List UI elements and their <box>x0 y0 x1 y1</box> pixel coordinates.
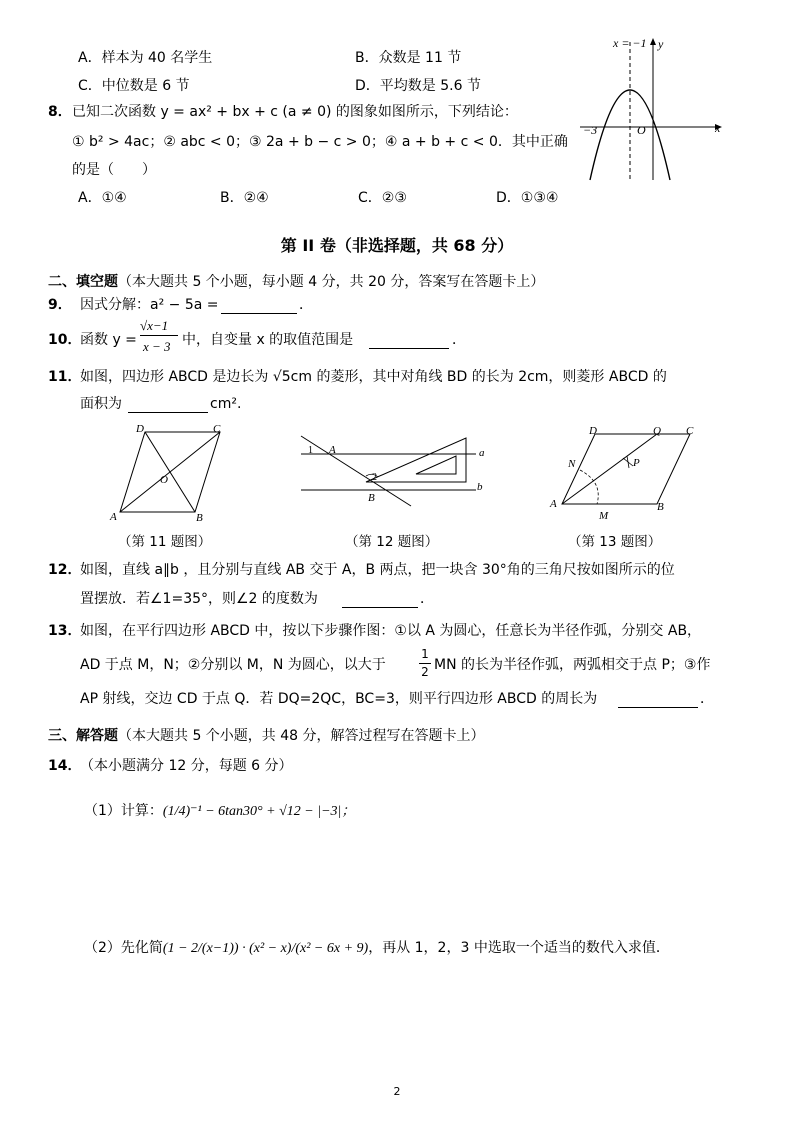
f12-angle-1: 1 <box>308 445 313 456</box>
figure-13-caption: （第 13 题图） <box>568 534 662 550</box>
f12-line-a: a <box>479 447 485 459</box>
q13-line1: 如图，在平行四边形 ABCD 中，按以下步骤作图：①以 A 为圆心，任意长为半径作弧，分别交 AB， <box>80 623 702 639</box>
q10-pre: 函数 y = <box>80 332 137 348</box>
q9-text: 因式分解：a² − 5a = <box>80 297 219 313</box>
q13-line3-pre: AP 射线，交边 CD 于点 Q．若 DQ=2QC，BC=3，则平行四边形 ABCD 的周长为 <box>80 691 598 707</box>
q11-line2-post: cm². <box>210 396 242 412</box>
q12-end: ． <box>420 591 434 607</box>
f13-label-m: M <box>599 510 609 522</box>
q12-number: 12． <box>48 562 82 578</box>
q14-part2-expression: (1 − 2/(x−1)) · (x² − x)/(x² − 6x + 9) <box>162 941 369 956</box>
q8-stem-line1: 已知二次函数 y = ax² + bx + c (a ≠ 0) 的图象如图所示，下列结论： <box>72 104 518 120</box>
f12-label-b-point: B <box>368 492 375 504</box>
q11-line1: 如图，四边形 ABCD 是边长为 √5cm 的菱形，其中对角线 BD 的长为 2cm，则菱形 ABCD 的 <box>80 369 667 385</box>
q12-line2-pre: 置摆放．若∠1=35°，则∠2 的度数为 <box>80 591 318 607</box>
q13-number: 13． <box>48 623 82 639</box>
q13-frac-den: 2 <box>421 665 429 679</box>
q13-answer-blank[interactable] <box>618 707 698 708</box>
neg-three-label: −3 <box>583 123 598 137</box>
q14-number: 14． <box>48 758 82 774</box>
q8-option-d: D．①③④ <box>496 190 559 206</box>
q8-stem-line2: ① b² > 4ac；② abc < 0；③ 2a + b − c > 0；④ a + b + c < 0．其中正确 <box>72 134 568 150</box>
q10-answer-blank[interactable] <box>369 348 449 349</box>
f13-label-q: Q <box>653 425 661 437</box>
q10-numerator: √x−1 <box>140 318 169 333</box>
q8-option-c: C．②③ <box>358 190 407 206</box>
f11-label-a: A <box>110 511 117 523</box>
q14-part1-label: （1）计算： <box>84 803 163 819</box>
q14-note: （本小题满分 12 分，每题 6 分） <box>80 758 293 774</box>
f11-label-c: C <box>213 423 221 435</box>
figure-13-parallelogram <box>545 422 705 522</box>
x-axis-label: x <box>715 121 721 135</box>
page-number: 2 <box>393 1085 401 1098</box>
figure-11-rhombus <box>100 420 240 525</box>
figure-11-caption: （第 11 题图） <box>118 534 212 550</box>
f13-label-c: C <box>686 425 694 437</box>
section-title: 第 II 卷（非选择题，共 68 分） <box>280 236 514 255</box>
q13-frac-bar <box>419 663 431 664</box>
symmetry-axis-label: x = −1 <box>613 36 647 50</box>
q9-answer-blank[interactable] <box>221 313 297 314</box>
q9-number: 9． <box>48 297 72 313</box>
q14-part1-expression: (1/4)⁻¹ − 6tan30° + √12 − |−3|； <box>162 804 356 819</box>
f13-label-a: A <box>550 498 557 510</box>
q7-option-b: B．众数是 11 节 <box>355 50 462 66</box>
q10-post: 中，自变量 x 的取值范围是 <box>182 332 354 348</box>
f13-label-d: D <box>589 425 597 437</box>
fill-section-heading <box>48 274 544 291</box>
q13-frac-num: 1 <box>421 647 429 661</box>
f12-line-b: b <box>477 481 483 493</box>
solve-note: （本大题共 5 个小题，共 48 分，解答过程写在答题卡上） <box>118 728 485 744</box>
q11-answer-blank[interactable] <box>128 412 208 413</box>
q14-part2 <box>84 940 670 958</box>
f11-label-b: B <box>196 512 203 524</box>
q12-line1: 如图，直线 a∥b ，且分别与直线 AB 交于 A，B 两点，把一块含 30°角的三角尺按如图所示的位 <box>80 562 675 578</box>
q9-end: ． <box>299 297 313 313</box>
q14-part2-label: （2）先化简 <box>84 940 163 956</box>
q8-stem-line3: 的是（ ） <box>72 162 156 178</box>
q7-option-c: C．中位数是 6 节 <box>78 78 190 94</box>
q13-line2-pre: AD 于点 M，N；②分别以 M，N 为圆心，以大于 <box>80 657 386 673</box>
solve-heading: 三、解答题 <box>48 728 118 744</box>
solve-section-heading <box>48 728 485 745</box>
f11-label-d: D <box>136 423 144 435</box>
q10-number: 10． <box>48 332 82 348</box>
figure-12-parallel-lines <box>296 428 496 508</box>
q10-fraction-bar <box>140 335 178 336</box>
q8-option-b: B．②④ <box>220 190 269 206</box>
fill-heading: 二、填空题 <box>48 274 118 290</box>
q8-number: 8． <box>48 104 72 120</box>
q7-option-a: A．样本为 40 名学生 <box>78 50 213 66</box>
q14-part1 <box>84 803 355 821</box>
f13-label-p: P <box>633 457 640 469</box>
parabola-graph <box>575 30 735 185</box>
q10-denominator: x − 3 <box>143 339 171 354</box>
q13-end: ． <box>700 691 714 707</box>
fill-note: （本大题共 5 个小题，每小题 4 分，共 20 分，答案写在答题卡上） <box>118 274 545 290</box>
q14-part2-post: ，再从 1，2，3 中选取一个适当的数代入求值． <box>368 940 670 956</box>
y-axis-label: y <box>658 37 664 51</box>
f12-label-a-point: A <box>329 444 336 456</box>
q12-answer-blank[interactable] <box>342 607 418 608</box>
origin-label: O <box>637 123 646 137</box>
figure-12-caption: （第 12 题图） <box>345 534 439 550</box>
q7-option-d: D．平均数是 5.6 节 <box>355 78 481 94</box>
q10-end: ． <box>452 332 466 348</box>
q8-option-a: A．①④ <box>78 190 127 206</box>
q11-line2-pre: 面积为 <box>80 396 122 412</box>
f13-label-b: B <box>657 501 664 513</box>
f11-label-o: O <box>160 474 168 486</box>
q11-number: 11． <box>48 369 82 385</box>
f12-angle-2: 2 <box>372 472 377 483</box>
f13-label-n: N <box>568 458 576 470</box>
q13-line2-post: MN 的长为半径作弧，两弧相交于点 P；③作 <box>434 657 711 673</box>
